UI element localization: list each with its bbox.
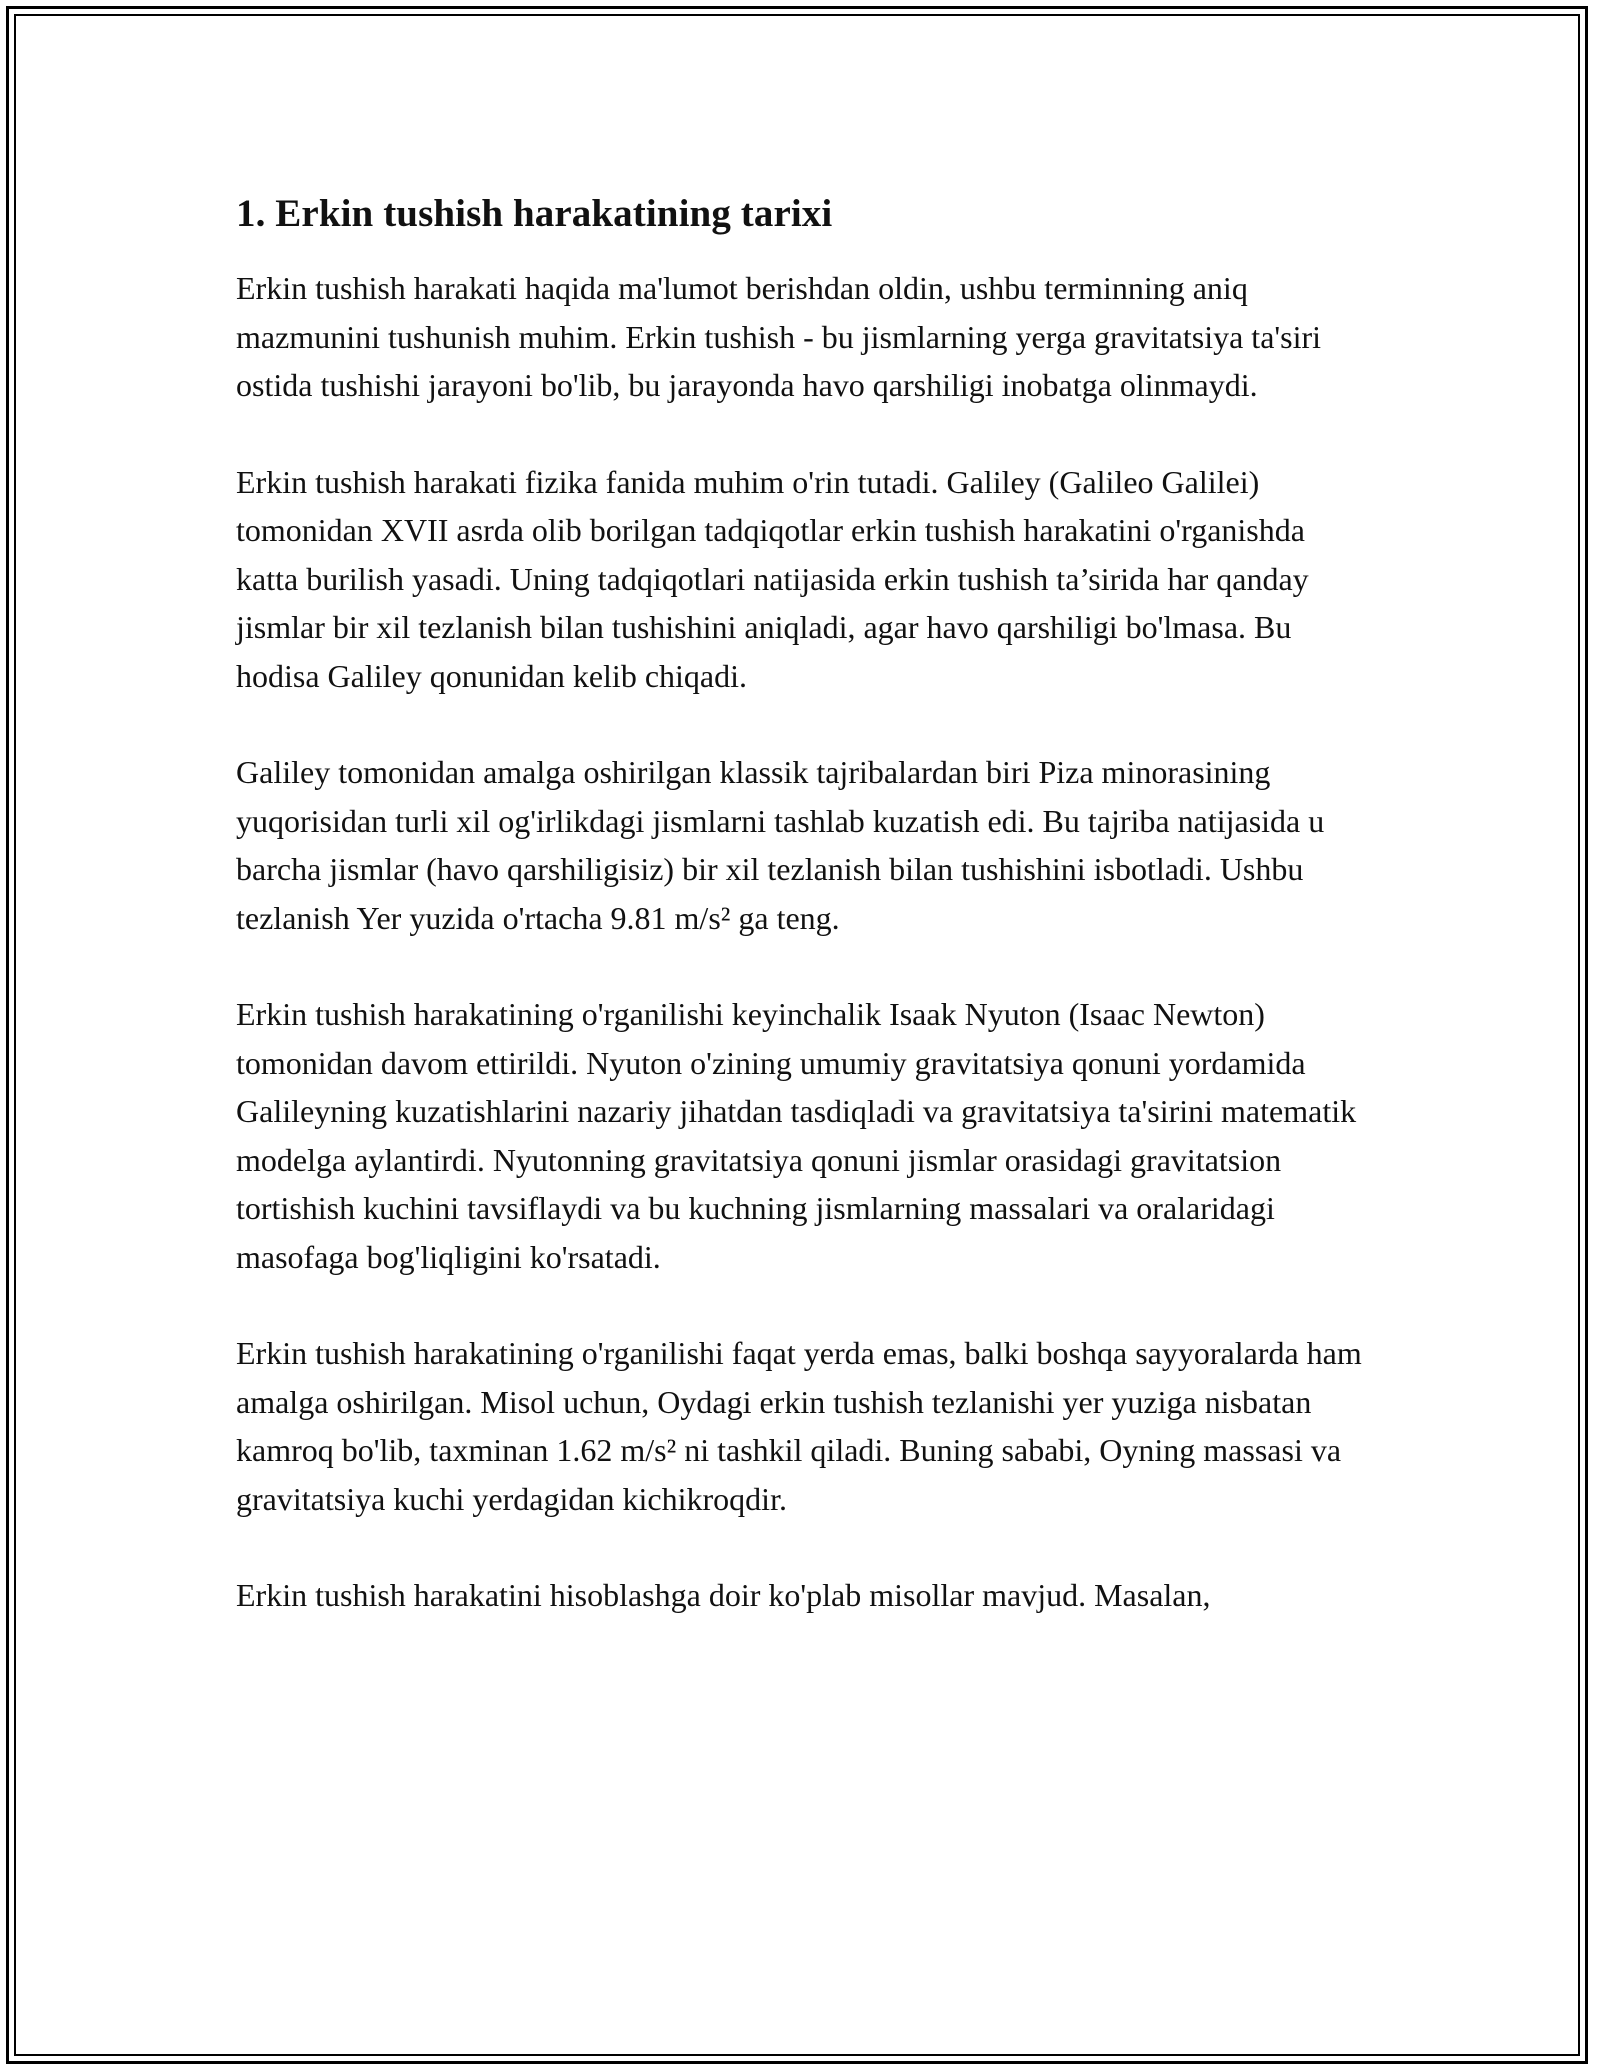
paragraph-moon-gravity: Erkin tushish harakatining o'rganilishi faqat yerda emas, balki boshqa sayyoralarda ham amalga oshirilgan. Misol uchun, Oydagi erkin tushish tezlanishi yer yuziga nisbatan kamroq bo'lib, taxminan 1.62 m/s² ni tashkil qiladi. Buning sababi, Oyning massasi va gravitatsiya kuchi yerdagidan kichikroqdir. <box>236 1335 1362 1517</box>
paragraph-galileo-research: Erkin tushish harakati fizika fanida muhim o'rin tutadi. Galiley (Galileo Galilei) tomonidan XVII asrda olib borilgan tadqiqotlar erkin tushish harakatini o'rganishda katta burilish yasadi. Uning tadqiqotlari natijasida erkin tushish ta’sirida har qanday jismlar bir xil tezlanish bilan tushishini aniqladi, agar havo qarshiligi bo'lmasa. Bu hodisa Galiley qonunidan kelib chiqadi. <box>236 463 1309 694</box>
paragraph-definition: Erkin tushish harakati haqida ma'lumot berishdan oldin, ushbu terminning aniq mazmunini tushunish muhim. Erkin tushish - bu jismlarning yerga gravitatsiya ta'siri ostida tushishi jarayoni bo'lib, bu jarayonda havo qarshiligi inobatga olinmaydi. <box>236 270 1322 403</box>
document-body <box>236 188 1366 1668</box>
paragraph-examples: Erkin tushish harakatini hisoblashga doir ko'plab misollar mavjud. Masalan, <box>236 1577 1211 1613</box>
paragraph-newton: Erkin tushish harakatining o'rganilishi keyinchalik Isaak Nyuton (Isaac Newton) tomonidan davom ettirildi. Nyuton o'zining umumiy gravitatsiya qonuni yordamida Galileyning kuzatishlarini nazariy jihatdan tasdiqladi va gravitatsiya ta'sirini matematik modelga aylantirdi. Nyutonning gravitatsiya qonuni jismlar orasidagi gravitatsion tortishish kuchini tavsiflaydi va bu kuchning jismlarning massalari va oralaridagi masofaga bog'liqligini ko'rsatadi. <box>236 996 1357 1275</box>
paragraph-pisa-experiment: Galiley tomonidan amalga oshirilgan klassik tajribalardan biri Piza minorasining yuqorisidan turli xil og'irlikdagi jismlarni tashlab kuzatish edi. Bu tajriba natijasida u barcha jismlar (havo qarshiligisiz) bir xil tezlanish bilan tushishini isbotladi. Ushbu tezlanish Yer yuzida o'rtacha 9.81 m/s² ga teng. <box>236 754 1325 936</box>
section-heading: 1. Erkin tushish harakatining tarixi <box>236 192 833 235</box>
